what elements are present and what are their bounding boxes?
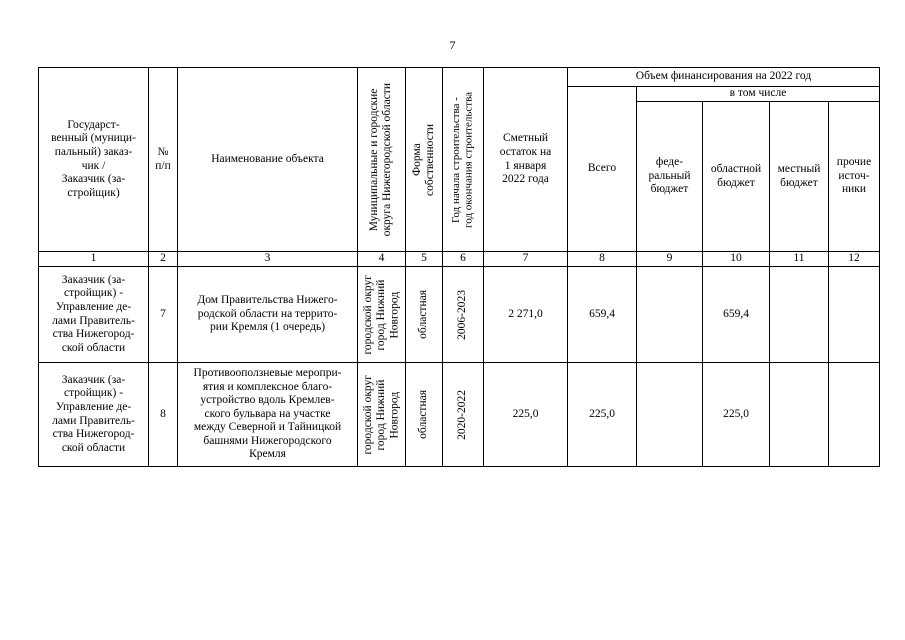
row-remainder: 2 271,0: [484, 267, 568, 363]
header-regional: областной бюджет: [703, 102, 770, 252]
column-number: 6: [443, 252, 484, 267]
header-ownership-text: Форма собственности: [410, 123, 436, 196]
row-municipality-text: городской округ город Нижний Новгород: [361, 374, 401, 455]
row-municipality-text: городской округ город Нижний Новгород: [361, 274, 401, 355]
row-remainder: 225,0: [484, 363, 568, 467]
row-years: [443, 267, 484, 363]
header-federal: феде- ральный бюджет: [637, 102, 703, 252]
column-number-row: [39, 252, 880, 267]
header-years-text: Год начала строительства - год окончания строительства: [450, 91, 475, 228]
row-customer: Заказчик (за- стройщик) - Управление де- лами Правитель- ства Нижегород- ской области: [39, 363, 149, 467]
row-regional: 225,0: [703, 363, 770, 467]
row-federal: [637, 363, 703, 467]
header-other: прочие источ- ники: [829, 102, 880, 252]
header-local: местный бюджет: [770, 102, 829, 252]
column-number: 7: [484, 252, 568, 267]
column-number: 12: [829, 252, 880, 267]
header-funding-title: Объем финансирования на 2022 год: [568, 68, 880, 87]
row-total: 659,4: [568, 267, 637, 363]
row-municipality: [358, 267, 406, 363]
header-number: № п/п: [149, 68, 178, 252]
header-estimated-remainder: Сметный остаток на 1 января 2022 года: [484, 68, 568, 252]
row-federal: [637, 267, 703, 363]
row-number: 8: [149, 363, 178, 467]
row-total: 225,0: [568, 363, 637, 467]
header-row-1: [39, 68, 880, 87]
column-number: 4: [358, 252, 406, 267]
row-object-name: Противооползневые меропри- ятия и комплексное благо- устройство вдоль Кремлев- ского бульвара на участке между Северной и Тайницкой башнями Нижегородского Кремля: [178, 363, 358, 467]
column-number: 9: [637, 252, 703, 267]
row-number: 7: [149, 267, 178, 363]
row-ownership: [406, 267, 443, 363]
row-local: [770, 363, 829, 467]
column-number: 3: [178, 252, 358, 267]
row-local: [770, 267, 829, 363]
table-row: [39, 363, 880, 467]
header-customer: Государст- венный (муници- пальный) заказ- чик / Заказчик (за- стройщик): [39, 68, 149, 252]
header-total: Всего: [568, 87, 637, 252]
table-row: [39, 267, 880, 363]
row-customer: Заказчик (за- стройщик) - Управление де- лами Правитель- ства Нижегород- ской области: [39, 267, 149, 363]
header-years: [443, 68, 484, 252]
header-ownership: [406, 68, 443, 252]
page-number: 7: [449, 38, 456, 52]
column-number: 10: [703, 252, 770, 267]
row-ownership-text: областная: [417, 290, 430, 339]
header-including: в том числе: [637, 87, 880, 102]
row-ownership-text: областная: [417, 390, 430, 439]
row-municipality: [358, 363, 406, 467]
header-object-name: Наименование объекта: [178, 68, 358, 252]
row-other: [829, 267, 880, 363]
header-municipality: [358, 68, 406, 252]
row-years-text: 2006-2023: [456, 289, 469, 340]
row-years: [443, 363, 484, 467]
column-number: 2: [149, 252, 178, 267]
column-number: 5: [406, 252, 443, 267]
row-object-name: Дом Правительства Нижего- родской области на террито- рии Кремля (1 очередь): [178, 267, 358, 363]
row-other: [829, 363, 880, 467]
row-regional: 659,4: [703, 267, 770, 363]
row-ownership: [406, 363, 443, 467]
financing-table: [38, 67, 880, 467]
row-years-text: 2020-2022: [456, 389, 469, 440]
header-municipality-text: Муниципальные и городские округа Нижегородской области: [368, 82, 394, 237]
column-number: 11: [770, 252, 829, 267]
column-number: 1: [39, 252, 149, 267]
column-number: 8: [568, 252, 637, 267]
